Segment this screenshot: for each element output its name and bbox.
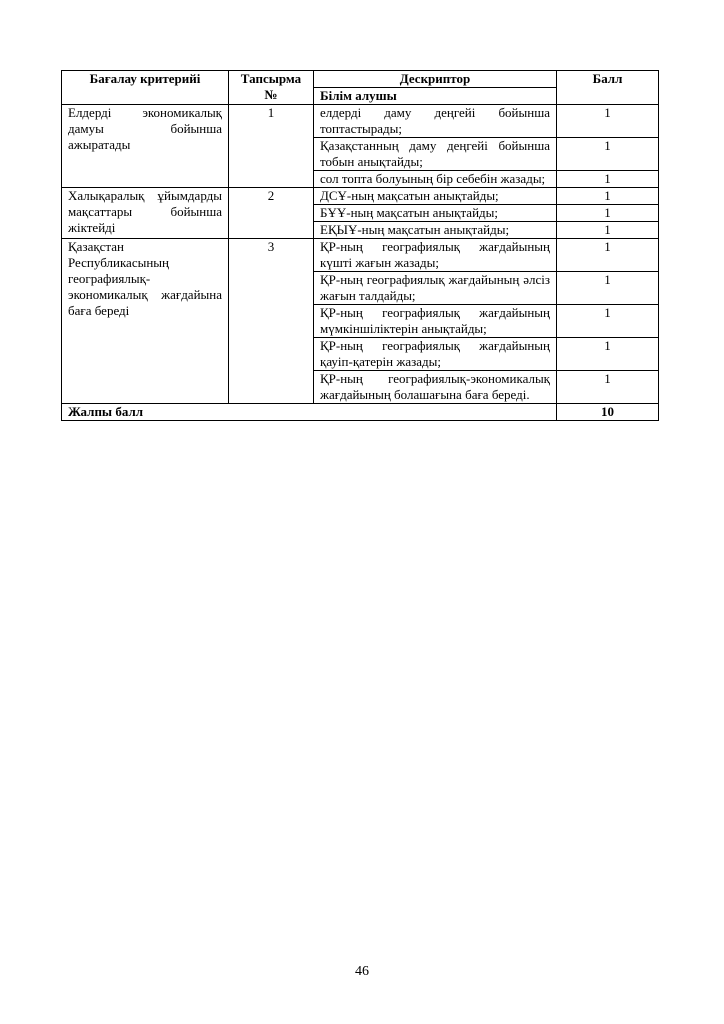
score-cell: 1 bbox=[557, 305, 659, 338]
total-value: 10 bbox=[557, 404, 659, 421]
descriptor-cell: БҰҰ-ның мақсатын анықтайды; bbox=[314, 205, 557, 222]
table-row bbox=[62, 239, 659, 272]
descriptor-cell: Қазақстанның даму деңгейі бойынша тобын анықтайды; bbox=[314, 138, 557, 171]
header-descriptor: Дескриптор bbox=[314, 71, 557, 88]
header-score: Балл bbox=[557, 71, 659, 105]
criterion-cell: Халықаралық ұйымдарды мақсаттары бойынша жіктейді bbox=[62, 188, 229, 239]
task-number-cell: 2 bbox=[229, 188, 314, 239]
score-cell: 1 bbox=[557, 338, 659, 371]
descriptor-cell: сол топта болуының бір себебін жазады; bbox=[314, 171, 557, 188]
descriptor-cell: ЕҚЫҰ-ның мақсатын анықтайды; bbox=[314, 222, 557, 239]
header-criterion: Бағалау критерийі bbox=[62, 71, 229, 105]
assessment-rubric-table bbox=[61, 70, 659, 421]
descriptor-cell: ҚР-ның географиялық жағдайының күшті жағын жазады; bbox=[314, 239, 557, 272]
task-number-cell: 3 bbox=[229, 239, 314, 404]
descriptor-cell: ҚР-ның географиялық жағдайының әлсіз жағын талдайды; bbox=[314, 272, 557, 305]
score-cell: 1 bbox=[557, 239, 659, 272]
score-cell: 1 bbox=[557, 205, 659, 222]
task-number-cell: 1 bbox=[229, 105, 314, 188]
total-label: Жалпы балл bbox=[62, 404, 557, 421]
descriptor-cell: ҚР-ның географиялық-экономикалық жағдайының болашағына баға береді. bbox=[314, 371, 557, 404]
score-cell: 1 bbox=[557, 272, 659, 305]
criterion-cell: Елдерді экономикалық дамуы бойынша ажыратады bbox=[62, 105, 229, 188]
score-cell: 1 bbox=[557, 138, 659, 171]
descriptor-cell: ҚР-ның географиялық жағдайының мүмкіншіліктерін анықтайды; bbox=[314, 305, 557, 338]
table-row bbox=[62, 105, 659, 138]
descriptor-cell: ДСҰ-ның мақсатын анықтайды; bbox=[314, 188, 557, 205]
total-row bbox=[62, 404, 659, 421]
score-cell: 1 bbox=[557, 371, 659, 404]
descriptor-cell: елдерді даму деңгейі бойынша топтастырады; bbox=[314, 105, 557, 138]
criterion-cell: Қазақстан Республикасының географиялық-экономикалық жағдайына баға береді bbox=[62, 239, 229, 404]
table-row bbox=[62, 188, 659, 205]
score-cell: 1 bbox=[557, 105, 659, 138]
header-row bbox=[62, 71, 659, 88]
score-cell: 1 bbox=[557, 171, 659, 188]
page-number: 46 bbox=[355, 964, 369, 979]
header-task: Тапсырма № bbox=[229, 71, 314, 105]
score-cell: 1 bbox=[557, 188, 659, 205]
score-cell: 1 bbox=[557, 222, 659, 239]
header-descriptor-sub: Білім алушы bbox=[314, 88, 557, 105]
descriptor-cell: ҚР-ның географиялық жағдайының қауіп-қатерін жазады; bbox=[314, 338, 557, 371]
